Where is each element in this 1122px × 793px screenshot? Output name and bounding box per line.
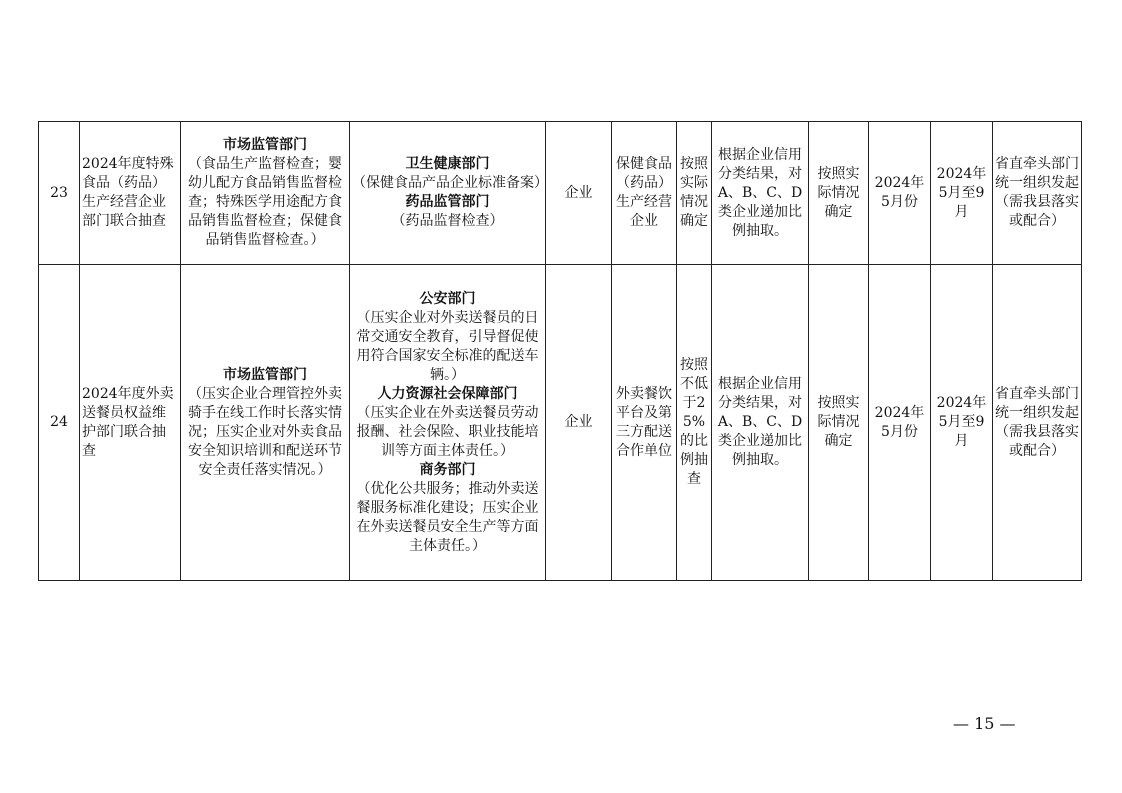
sampling-method: 根据企业信用分类结果，对A、B、C、D类企业递加比例抽取。 — [712, 265, 809, 581]
department-name: 市场监管部门 — [223, 366, 307, 383]
department-name: 人力资源社会保障部门 — [377, 385, 518, 402]
department-name: 市场监管部门 — [223, 137, 307, 153]
object-type: 企业 — [546, 122, 612, 265]
page-number: — 15 — — [953, 714, 1016, 733]
department-name: 商务部门 — [419, 461, 476, 478]
department-duties: （食品生产监督检查；婴幼儿配方食品销售监督检查；特殊医学用途配方食品销售监督检查；保健食品销售监督检查。） — [188, 156, 342, 248]
inspection-plan-table — [38, 121, 1082, 581]
department-duties: （压实企业对外卖送餐员的日常交通安全教育，引导督促使用符合国家安全标准的配送车辆。） — [356, 309, 539, 383]
inspection-scope: 保健食品（药品）生产经营企业 — [612, 122, 677, 265]
start-time: 2024年5月份 — [869, 265, 931, 581]
inspection-scope: 外卖餐饮平台及第三方配送合作单位 — [612, 265, 677, 581]
start-time: 2024年5月份 — [869, 122, 931, 265]
inspection-item: 2024年度外卖送餐员权益维护部门联合抽查 — [80, 265, 181, 581]
table-row — [39, 122, 1082, 265]
lead-department-cell — [181, 265, 350, 581]
row-number: 23 — [39, 122, 80, 265]
cooperating-department-cell — [350, 265, 546, 581]
row-number: 24 — [39, 265, 80, 581]
lead-department-cell — [181, 122, 350, 265]
remarks: 省直牵头部门统一组织发起（需我县落实或配合） — [993, 265, 1082, 581]
object-type: 企业 — [546, 265, 612, 581]
department-duties: （保健食品产品企业标准备案） — [352, 175, 548, 191]
department-name: 卫生健康部门 — [405, 156, 490, 172]
table-row — [39, 265, 1082, 581]
inspection-period: 2024年5月至9月 — [931, 265, 993, 581]
inspection-period: 2024年5月至9月 — [931, 122, 993, 265]
cooperating-department-cell — [350, 122, 546, 265]
remarks: 省直牵头部门统一组织发起（需我县落实或配合） — [993, 122, 1082, 265]
inspection-frequency: 按照实际情况确定 — [809, 265, 869, 581]
department-name: 公安部门 — [419, 290, 476, 307]
sampling-ratio: 按照不低于25%的比例抽查 — [677, 265, 712, 581]
department-duties: （压实企业合理管控外卖骑手在线工作时长落实情况；压实企业对外卖食品安全知识培训和配送环节安全责任落实情况。） — [188, 385, 342, 478]
department-duties: （优化公共服务；推动外卖送餐服务标准化建设；压实企业在外卖送餐员安全生产等方面主体责任。） — [356, 480, 539, 554]
inspection-item: 2024年度特殊食品（药品）生产经营企业部门联合抽查 — [80, 122, 181, 265]
sampling-ratio: 按照实际情况确定 — [677, 122, 712, 265]
sampling-method: 根据企业信用分类结果，对A、B、C、D类企业递加比例抽取。 — [712, 122, 809, 265]
department-duties: （药品监督检查） — [391, 213, 504, 229]
department-name: 药品监管部门 — [405, 194, 490, 210]
department-duties: （压实企业在外卖送餐员劳动报酬、社会保险、职业技能培训等方面主体责任。） — [356, 404, 539, 459]
inspection-frequency: 按照实际情况确定 — [809, 122, 869, 265]
